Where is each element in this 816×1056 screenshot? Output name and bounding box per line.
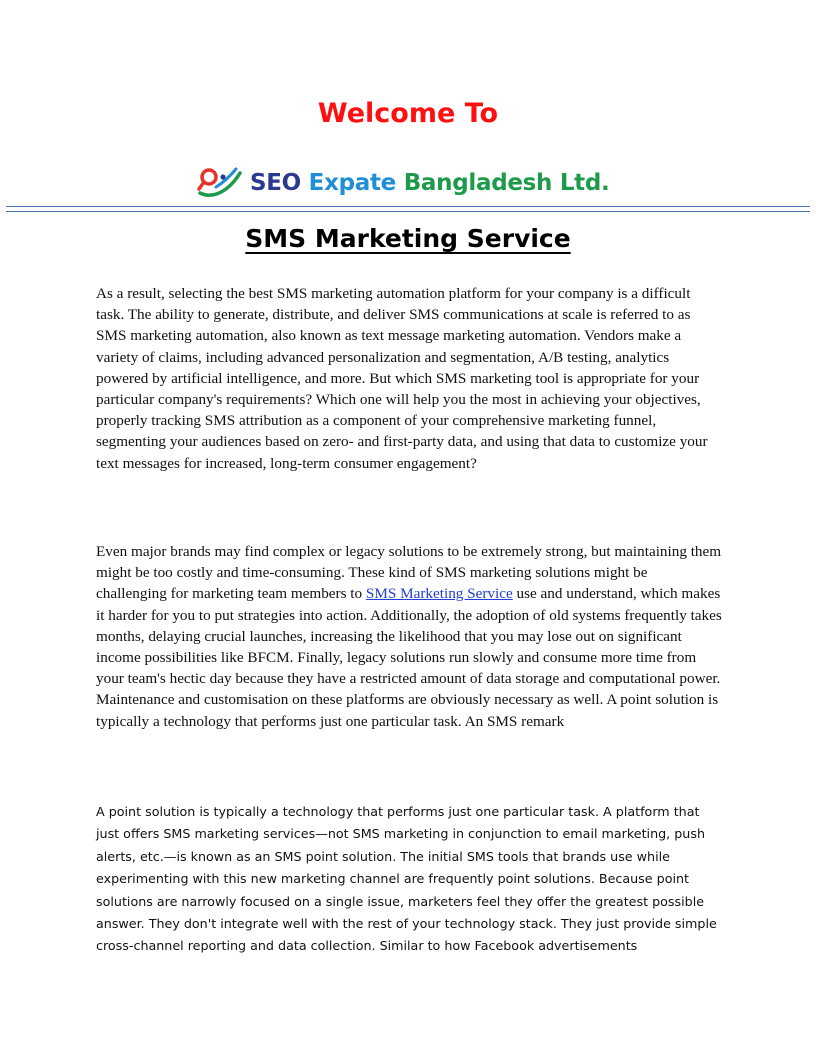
body-paragraph-3: A point solution is typically a technology that performs just one particular task. A platform that just offers SMS marketing services—not SMS marketing in conjunction to email marketing, push alerts, etc.—is known as an SMS point solution. The initial SMS tools that brands use while experimenting with this new marketing channel are frequently point solutions. Because point solutions are narrowly focused on a single issue, marketers feel they offer the greatest possible answer. They don't integrate well with the rest of your technology stack. They just provide simple cross-channel reporting and data collection. Similar to how Facebook advertisements <box>96 804 717 954</box>
logo-wordmark <box>250 170 609 196</box>
logo-bangladesh-text: Bangladesh Ltd. <box>403 170 610 196</box>
paragraph-text: Even major brands may find complex or legacy solutions to be extremely strong, but maintaining them might be too costly and time-consuming. These kind of SMS marketing solutions might be challenging for marketing team members to <box>96 543 722 603</box>
body-paragraph-1: As a result, selecting the best SMS marketing automation platform for your company is a difficult task. The ability to generate, distribute, and deliver SMS communications at scale is referred to as SMS marketing automation, also known as text message marketing automation. Vendors make a variety of claims, including advanced personalization and segmentation, A/B testing, analytics powered by artificial intelligence, and more. But which SMS marketing tool is appropriate for your particular company's requirements? Which one will help you the most in achieving your objectives, properly tracking SMS attribution as a component of your comprehensive marketing funnel, segmenting your audiences based on zero- and first-party data, and using that data to customize your text messages for increased, long-term consumer engagement? <box>96 285 708 472</box>
logo-seo-text: SEO <box>250 170 301 196</box>
body-paragraph-2 <box>96 541 722 732</box>
company-logo <box>196 162 626 204</box>
sms-marketing-service-link[interactable]: SMS Marketing Service <box>365 585 513 603</box>
divider-line <box>6 206 810 207</box>
logo-expate-text: Expate <box>308 170 396 196</box>
divider-line <box>6 211 810 212</box>
paragraph-text: use and understand, which makes it harder for you to put strategies into action. Additionally, the adoption of old systems frequently takes months, delaying crucial launches, increasing the likelihood that you may lose out on significant income possibilities like BFCM. Finally, legacy solutions run slowly and consume more time from your team's hectic day because they have a restricted amount of data storage and computational power. Maintenance and customisation on these platforms are obviously necessary as well. A point solution is typically a technology that performs just one particular task. An SMS remark <box>96 585 722 730</box>
logo-mark-icon <box>196 165 242 201</box>
welcome-heading: Welcome To <box>317 98 499 129</box>
page-title: SMS Marketing Service <box>245 224 571 253</box>
